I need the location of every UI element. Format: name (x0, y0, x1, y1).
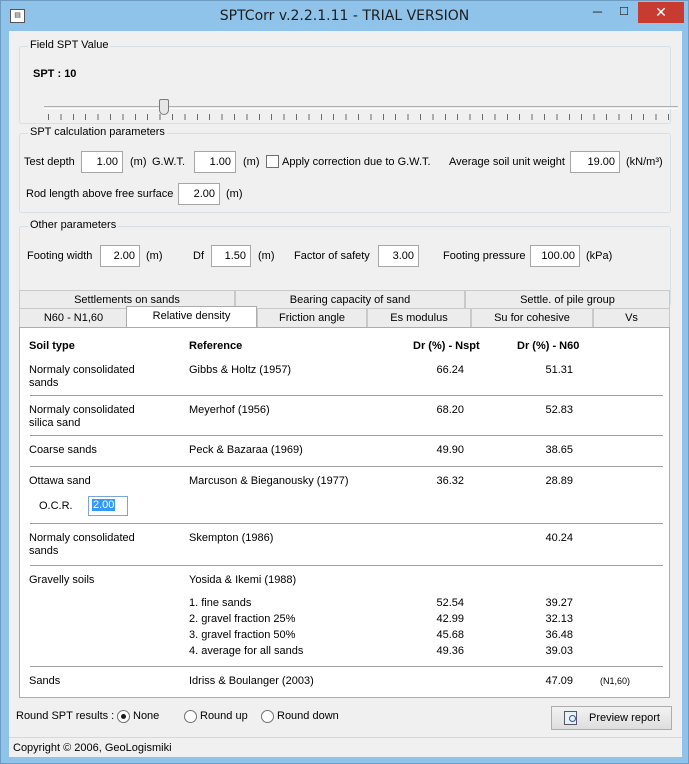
spt-params-group (19, 126, 671, 213)
soil-type: Gravelly soils (29, 574, 95, 586)
preview-report-label: Preview report (589, 712, 660, 724)
tab-es-modulus[interactable]: Es modulus (367, 308, 471, 327)
spt-label: SPT : 10 (33, 68, 77, 80)
spt-slider-thumb[interactable] (159, 99, 169, 115)
footing-pressure-unit: (kPa) (586, 250, 613, 262)
dr-nspt-value: 49.36 (436, 645, 464, 657)
app-icon[interactable]: ▤ (10, 9, 25, 23)
minimize-button[interactable]: ─ (592, 4, 603, 19)
round-up-label: Round up (200, 710, 248, 722)
reference: Peck & Bazaraa (1969) (189, 444, 303, 456)
gwt-label: G.W.T. (152, 156, 185, 168)
test-depth-input[interactable]: 1.00 (81, 151, 123, 173)
test-depth-unit: (m) (130, 156, 147, 168)
dr-nspt-value: 42.99 (436, 613, 464, 625)
dr-n60-value: 47.09 (545, 675, 573, 687)
dr-n60-value: 28.89 (545, 475, 573, 487)
dr-nspt-value: 49.90 (436, 444, 464, 456)
dr-nspt-value: 66.24 (436, 364, 464, 376)
relative-density-panel (19, 327, 670, 698)
unit-weight-label: Average soil unit weight (449, 156, 565, 168)
reference: Meyerhof (1956) (189, 404, 270, 416)
sub-reference: 2. gravel fraction 25% (189, 613, 296, 625)
dr-n60-value: 40.24 (545, 532, 573, 544)
report-preview-icon (564, 711, 577, 725)
dr-nspt-value: 68.20 (436, 404, 464, 416)
round-down-label: Round down (277, 710, 339, 722)
table-row (30, 396, 663, 436)
round-label: Round SPT results : (16, 710, 115, 722)
df-input[interactable]: 1.50 (211, 245, 251, 267)
tab-friction-angle[interactable]: Friction angle (257, 308, 367, 327)
spt-params-group-title: SPT calculation parameters (30, 126, 165, 138)
field-spt-group (19, 39, 671, 124)
status-bar (9, 737, 682, 757)
rod-length-input[interactable]: 2.00 (178, 183, 220, 205)
df-label: Df (193, 250, 204, 262)
title-bar[interactable] (1, 1, 688, 31)
table-row (30, 524, 663, 566)
dr-nspt-value: 36.32 (436, 475, 464, 487)
footing-width-unit: (m) (146, 250, 163, 262)
footing-pressure-label: Footing pressure (443, 250, 526, 262)
tab-n60-n160[interactable]: N60 - N1,60 (19, 308, 128, 327)
unit-weight-unit: (kN/m³) (626, 156, 663, 168)
sub-reference: 3. gravel fraction 50% (189, 629, 296, 641)
dr-n60-value: 32.13 (545, 613, 573, 625)
footing-pressure-input[interactable]: 100.00 (530, 245, 580, 267)
sub-reference: 4. average for all sands (189, 645, 304, 657)
round-none-radio[interactable] (117, 710, 130, 723)
reference: Marcuson & Bieganousky (1977) (189, 475, 349, 487)
tab-su-for-cohesive[interactable]: Su for cohesive (471, 308, 593, 327)
dr-n60-value: 52.83 (545, 404, 573, 416)
dr-n60-value: 39.03 (545, 645, 573, 657)
header-reference: Reference (189, 340, 243, 352)
reference: Yosida & Ikemi (1988) (189, 574, 297, 586)
n160-note: (N1,60) (600, 676, 631, 686)
reference: Gibbs & Holtz (1957) (189, 364, 292, 376)
soil-type: Coarse sands (29, 444, 97, 456)
dr-n60-value: 39.27 (545, 597, 573, 609)
table-row (30, 566, 663, 667)
round-down-radio[interactable] (261, 710, 274, 723)
soil-type: Normaly consolidated sands (29, 364, 135, 389)
header-soil-type: Soil type (29, 340, 75, 352)
ocr-input[interactable]: 2.00 (88, 496, 128, 516)
ocr-label: O.C.R. (39, 500, 73, 512)
footing-width-label: Footing width (27, 250, 93, 262)
table-row (30, 667, 663, 695)
tab-settlements-on-sands[interactable]: Settlements on sands (19, 290, 235, 309)
factor-of-safety-input[interactable]: 3.00 (378, 245, 419, 267)
other-params-group-title: Other parameters (30, 219, 117, 231)
maximize-button[interactable]: ☐ (619, 6, 629, 18)
dr-n60-value: 36.48 (545, 629, 573, 641)
dr-n60-value: 38.65 (545, 444, 573, 456)
header-dr-nspt: Dr (%) - Nspt (413, 340, 480, 352)
reference: Idriss & Boulanger (2003) (189, 675, 314, 687)
gwt-input[interactable]: 1.00 (194, 151, 236, 173)
dr-n60-value: 51.31 (545, 364, 573, 376)
test-depth-label: Test depth (24, 156, 75, 168)
df-unit: (m) (258, 250, 275, 262)
sub-reference: 1. fine sands (189, 597, 252, 609)
footing-width-input[interactable]: 2.00 (100, 245, 140, 267)
copyright-text: Copyright © 2006, GeoLogismiki (13, 742, 172, 754)
apply-correction-checkbox[interactable] (266, 155, 279, 168)
spt-value: 10 (64, 68, 77, 80)
table-row (30, 358, 663, 396)
factor-of-safety-label: Factor of safety (294, 250, 370, 262)
client-area (9, 31, 682, 757)
table-row (30, 467, 663, 524)
soil-type: Normaly consolidated sands (29, 532, 135, 557)
apply-correction-label: Apply correction due to G.W.T. (282, 156, 431, 168)
tab-bearing-capacity-of-sand[interactable]: Bearing capacity of sand (235, 290, 465, 309)
soil-type: Ottawa sand (29, 475, 91, 487)
round-up-radio[interactable] (184, 710, 197, 723)
field-spt-group-title: Field SPT Value (30, 39, 109, 51)
window-title: SPTCorr v.2.2.1.11 - TRIAL VERSION (219, 8, 470, 24)
soil-type: Normaly consolidated silica sand (29, 404, 135, 429)
tab-relative-density[interactable]: Relative density (126, 306, 257, 327)
preview-report-button[interactable] (551, 706, 672, 730)
rod-length-unit: (m) (226, 188, 243, 200)
table-row (30, 436, 663, 467)
spt-slider-ticks (48, 114, 678, 120)
dr-nspt-value: 52.54 (436, 597, 464, 609)
header-dr-n60: Dr (%) - N60 (517, 340, 580, 352)
round-none-label: None (133, 710, 160, 722)
spt-slider-track[interactable] (44, 106, 678, 109)
gwt-unit: (m) (243, 156, 260, 168)
soil-type: Sands (29, 675, 61, 687)
close-button[interactable]: ✕ (638, 2, 684, 23)
dr-nspt-value: 45.68 (436, 629, 464, 641)
reference: Skempton (1986) (189, 532, 274, 544)
tab-settle-of-pile-group[interactable]: Settle. of pile group (465, 290, 670, 309)
unit-weight-input[interactable]: 19.00 (570, 151, 620, 173)
tab-vs[interactable]: Vs (593, 308, 670, 327)
rod-length-label: Rod length above free surface (26, 188, 174, 200)
